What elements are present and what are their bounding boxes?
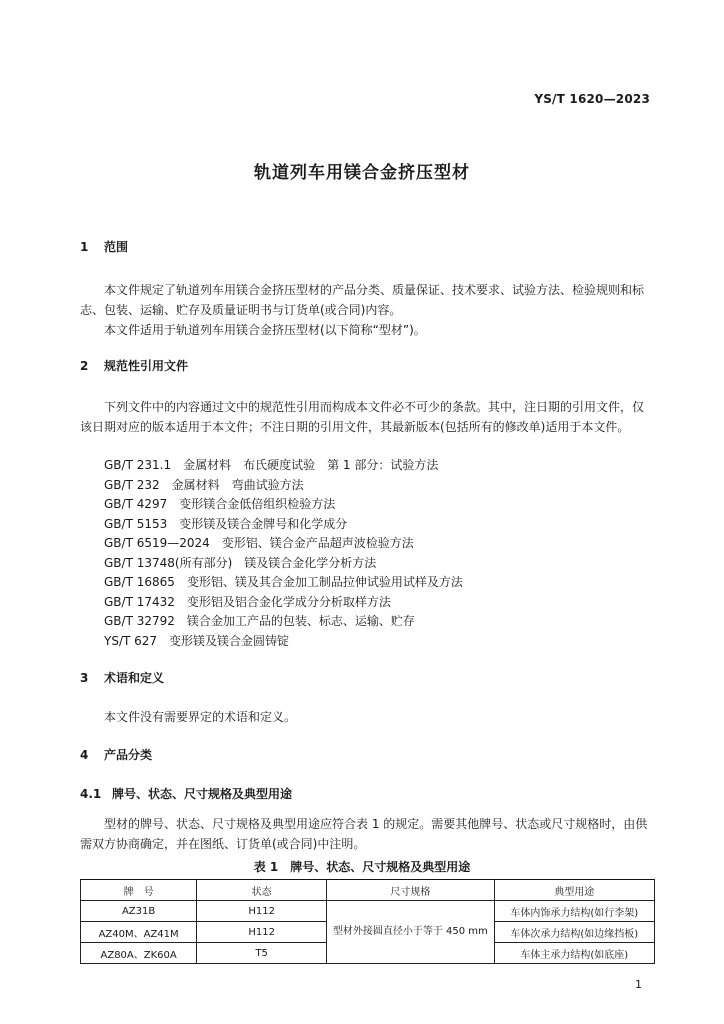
use-cell: 车体次承力结构(如边缘挡板) (494, 922, 654, 943)
section-title: 产品分类 (104, 748, 153, 762)
page-number: 1 (635, 978, 642, 991)
use-cell: 车体主承力结构(如底座) (494, 943, 654, 964)
section-title: 规范性引用文件 (104, 359, 189, 373)
section-number: 2 (80, 359, 89, 373)
reference-item: GB/T 13748(所有部分) 镁及镁合金化学分析方法 (104, 555, 377, 570)
column-header: 尺寸规格 (327, 880, 494, 901)
section-2-heading (80, 357, 188, 374)
section-3-heading (80, 669, 164, 686)
size-spec-cell: 型材外接圆直径小于等于 450 mm (327, 901, 494, 964)
terms-paragraph: 本文件没有需要界定的术语和定义。 (104, 710, 297, 724)
section-title: 范围 (104, 240, 129, 254)
scope-paragraph-1: 本文件规定了轨道列车用镁合金挤压型材的产品分类、质量保证、技术要求、试验方法、检验规则和标志、包装、运输、贮存及质量证明书与订货单(或合同)内容。 (80, 283, 645, 317)
section-title: 术语和定义 (104, 671, 165, 685)
scope-paragraph-2: 本文件适用于轨道列车用镁合金挤压型材(以下简称“型材”)。 (104, 323, 426, 337)
classification-paragraph: 型材的牌号、状态、尺寸规格及典型用途应符合表 1 的规定。需要其他牌号、状态或尺寸规格时，由供需双方协商确定，并在图纸、订货单(或合同)中注明。 (80, 817, 648, 851)
reference-item: GB/T 17432 变形铝及铝合金化学成分分析取样方法 (104, 594, 391, 609)
references-list (104, 456, 463, 651)
reference-item: GB/T 5153 变形镁及镁合金牌号和化学成分 (104, 516, 348, 531)
section-number: 4 (80, 748, 89, 762)
standard-code: YS/T 1620—2023 (534, 92, 650, 106)
reference-item: GB/T 4297 变形镁合金低倍组织检验方法 (104, 497, 336, 511)
reference-item: YS/T 627 变形镁及镁合金圆铸锭 (104, 633, 290, 648)
table-header-row (81, 880, 655, 901)
reference-item: GB/T 32792 镁合金加工产品的包装、标志、运输、贮存 (104, 614, 415, 628)
use-cell: 车体内饰承力结构(如行李架) (494, 901, 654, 922)
references-intro: 下列文件中的内容通过文中的规范性引用而构成本文件必不可少的条款。其中，注日期的引用文件，仅该日期对应的版本适用于本文件；不注日期的引用文件，其最新版本(包括所有的修改单)适用于本文件。 (80, 400, 645, 434)
reference-item: GB/T 232 金属材料 弯曲试验方法 (104, 477, 304, 492)
table-row (81, 901, 655, 922)
section-1-heading (80, 238, 128, 255)
subsection-title: 牌号、状态、尺寸规格及典型用途 (112, 787, 293, 801)
section-number: 1 (80, 240, 89, 254)
column-header: 状态 (197, 880, 327, 901)
section-number: 3 (80, 671, 89, 685)
column-header: 牌 号 (81, 880, 197, 901)
temper-cell: H112 (197, 922, 327, 943)
reference-item: GB/T 6519—2024 变形铝、镁合金产品超声波检验方法 (104, 536, 414, 550)
reference-item: GB/T 231.1 金属材料 布氏硬度试验 第 1 部分：试验方法 (104, 458, 439, 472)
grade-cell: AZ31B (81, 901, 197, 922)
temper-cell: T5 (197, 943, 327, 964)
table-caption: 表 1 牌号、状态、尺寸规格及典型用途 (253, 860, 471, 874)
grade-cell: AZ40M、AZ41M (81, 922, 197, 943)
grade-cell: AZ80A、ZK60A (81, 943, 197, 964)
section-4-heading (80, 746, 152, 763)
column-header: 典型用途 (494, 880, 654, 901)
subsection-number: 4.1 (80, 787, 102, 801)
reference-item: GB/T 16865 变形铝、镁及其合金加工制品拉伸试验用试样及方法 (104, 575, 463, 589)
spec-table (80, 879, 655, 964)
temper-cell: H112 (197, 901, 327, 922)
subsection-4-1-heading (80, 785, 292, 802)
document-title: 轨道列车用镁合金挤压型材 (254, 163, 470, 183)
